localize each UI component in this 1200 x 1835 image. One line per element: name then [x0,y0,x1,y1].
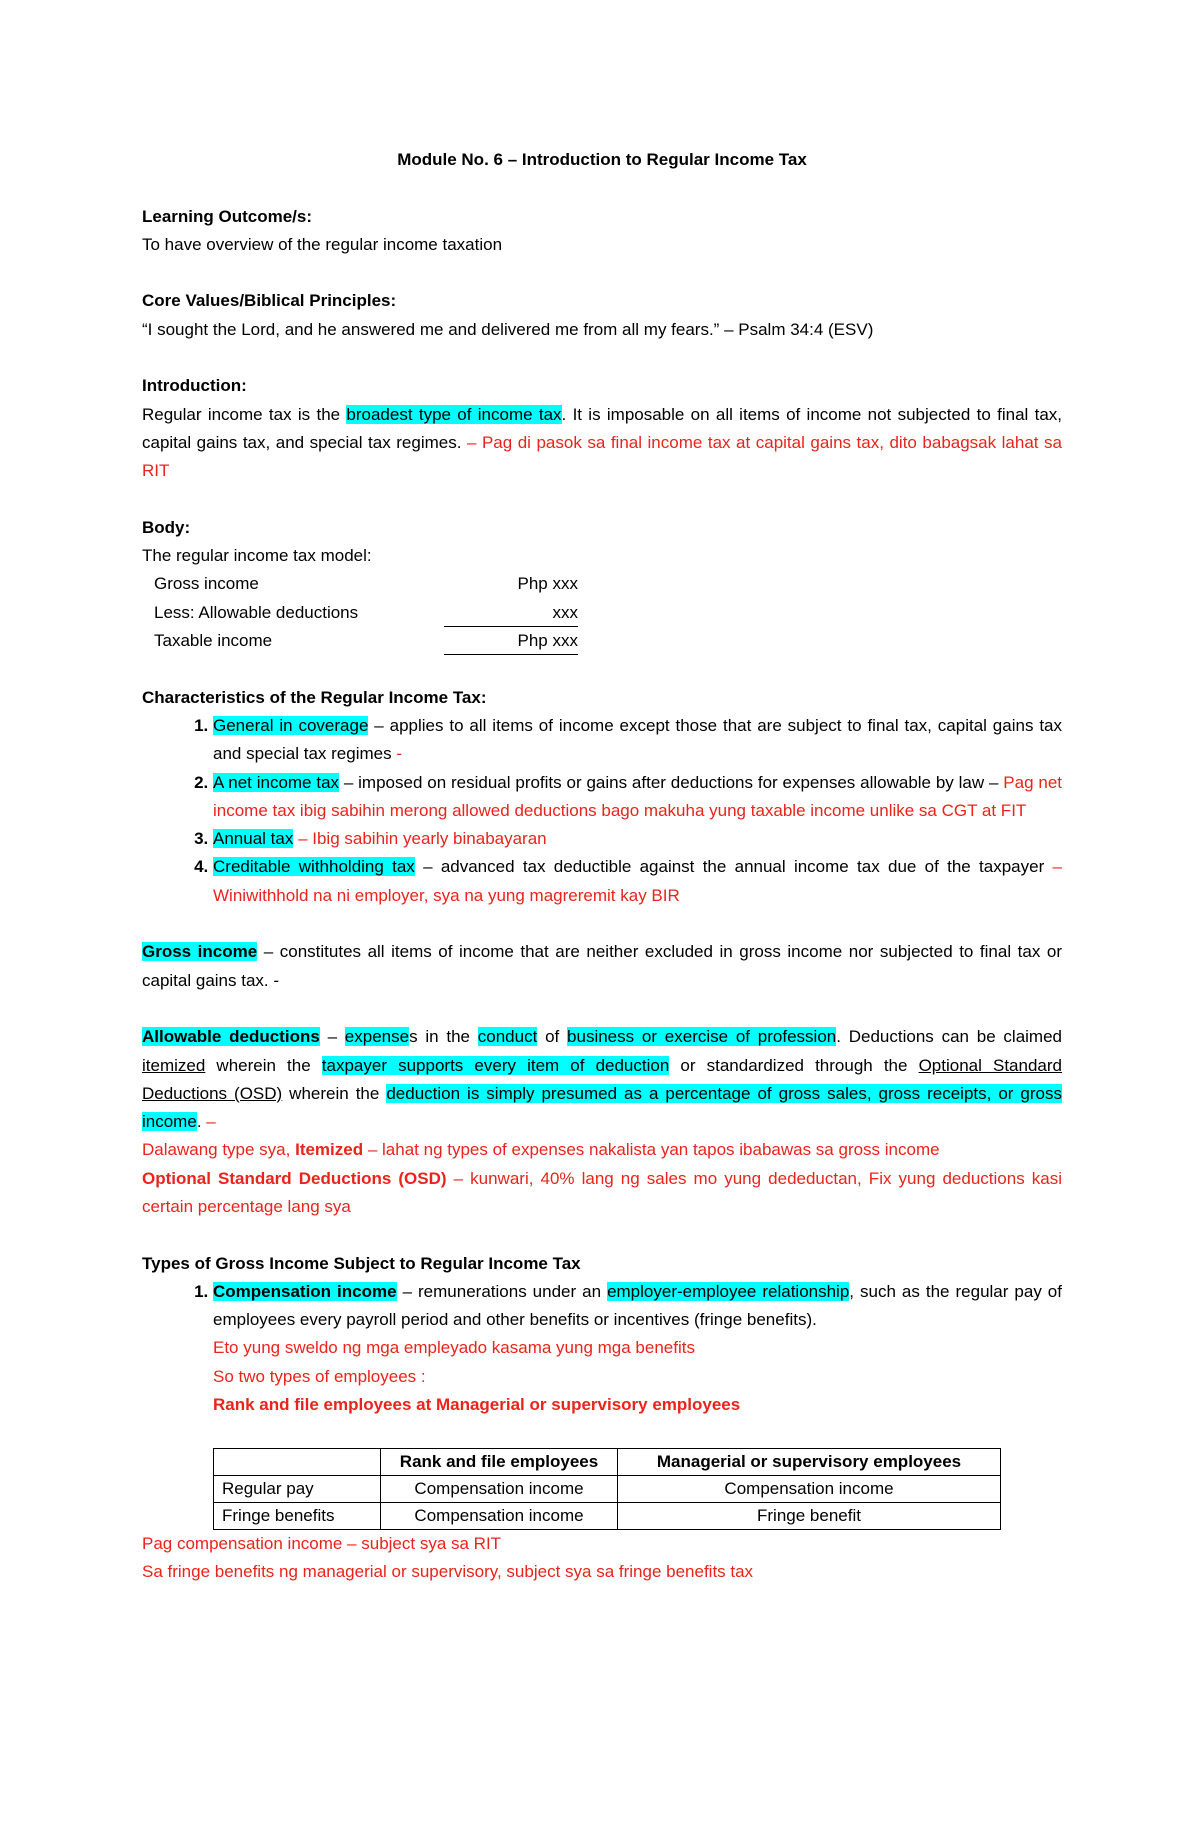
table-cell: Compensation income [381,1475,618,1502]
model-row-label: Gross income [154,574,259,594]
item-note: - [396,744,402,764]
item-highlight: Compensation income [213,1281,397,1301]
item-text: , such as the regular pay of employees every payroll period and other benefits or incentives (fringe benefits). [213,1281,1062,1330]
list-item [213,1278,1062,1335]
model-row-amount: Php xxx [444,627,578,655]
list-item [213,769,1062,826]
model-label: The regular income tax model: [142,546,372,566]
gross-income-text: – constitutes all items of income that are neither excluded in gross income nor subjected to final tax or capital gains tax. - [142,942,1062,990]
types-note-3: Rank and file employees at Managerial or supervisory employees [213,1395,741,1415]
table-header-cell [214,1448,381,1475]
intro-paragraph [142,401,1062,486]
intro-text-cont: . It is imposable on all items of income not subjected to final tax, capital gains tax, and special tax regimes. [142,404,1062,452]
note-text: Dalawang type sya, [142,1140,296,1160]
item-text: – remunerations under an [396,1281,608,1301]
table-cell: Fringe benefit [618,1502,1001,1529]
item-note: Pag net income tax ibig sabihin merong allowed deductions bago makuha yung taxable income unlike sa CGT at FIT [213,772,1062,820]
table-cell: Regular pay [214,1475,381,1502]
intro-heading: Introduction: [142,376,247,396]
after-table-note-1: Pag compensation income – subject sya sa RIT [142,1533,502,1553]
table-cell: Fringe benefits [214,1502,381,1529]
deductions-text: wherein the [205,1055,322,1075]
deductions-text: s in the [409,1027,478,1047]
deductions-term: Allowable deductions [142,1027,320,1047]
deductions-highlight: expense [344,1027,410,1047]
deductions-highlight: business or exercise of profession [567,1027,837,1047]
list-item [213,853,1062,910]
table-cell: Compensation income [381,1502,618,1529]
characteristics-heading: Characteristics of the Regular Income Tax: [142,687,487,707]
model-row-deductions [154,599,1062,627]
deductions-note-dash: – [206,1112,216,1132]
core-heading: Core Values/Biblical Principles: [142,291,397,311]
after-table-note-2: Sa fringe benefits ng managerial or supervisory, subject sya sa fringe benefits tax [142,1561,754,1581]
list-item [213,712,1062,769]
intro-highlight: broadest type of income tax [346,404,562,424]
item-highlight: Creditable withholding tax [213,857,415,877]
body-heading: Body: [142,517,191,537]
deductions-note-1 [142,1136,1062,1164]
note-bold: Itemized [295,1140,364,1160]
item-highlight: Annual tax [213,829,294,849]
item-note: – Winiwithhold na ni employer, sya na yung magreremit kay BIR [213,857,1062,905]
deductions-text: . [196,1112,207,1132]
deductions-text: wherein the [282,1083,387,1103]
note-text: – lahat ng types of expenses nakalista yan tapos ibabawas sa gross income [363,1140,940,1160]
model-row-taxable [154,627,1062,655]
gross-income-paragraph [142,938,1062,995]
deductions-highlight: taxpayer supports every item of deduction [321,1055,670,1075]
item-text: – applies to all items of income except those that are subject to final tax, capital gains tax and special tax regimes [213,715,1063,764]
tax-model [154,570,1062,655]
deductions-text: or standardized through the [669,1055,919,1075]
table-row [214,1502,1001,1529]
deductions-text: of [537,1027,568,1047]
table-cell: Compensation income [618,1475,1001,1502]
table-header-row [214,1448,1001,1475]
types-list [142,1278,1062,1335]
deductions-highlight: conduct [477,1027,538,1047]
model-row-amount: Php xxx [517,574,578,594]
note-bold: Optional Standard Deductions (OSD) [142,1168,447,1188]
model-row-label: Less: Allowable deductions [154,602,359,622]
page-title: Module No. 6 – Introduction to Regular Income Tax [397,150,807,169]
types-note-1: Eto yung sweldo ng mga empleyado kasama yung mga benefits [213,1338,695,1358]
table-header-cell: Rank and file employees [381,1448,618,1475]
item-text: – imposed on residual profits or gains after deductions for expenses allowable by law – [339,772,1004,792]
model-row-amount: xxx [444,599,578,627]
document-content [142,146,1062,1586]
item-note: – Ibig sabihin yearly binabayaran [298,829,547,849]
item-highlight: A net income tax [213,772,340,792]
deductions-text: . Deductions can be claimed [836,1027,1062,1047]
table-header-cell: Managerial or supervisory employees [618,1448,1001,1475]
list-item [213,825,1062,853]
deductions-highlight: deduction is simply presumed as a percentage of gross sales, gross receipts, or gross income [142,1083,1063,1132]
deductions-paragraph [142,1023,1062,1136]
item-highlight: employer-employee relationship [607,1281,850,1301]
learning-text: To have overview of the regular income taxation [142,234,503,254]
learning-heading: Learning Outcome/s: [142,206,313,226]
model-row-label: Taxable income [154,631,273,651]
characteristics-list [142,712,1062,910]
model-row-gross [154,570,1062,598]
item-highlight: General in coverage [213,715,369,735]
intro-note: – Pag di pasok sa final income tax at capital gains tax, dito babagsak lahat sa RIT [142,432,1062,481]
deductions-underline: Optional Standard Deductions (OSD) [142,1055,1062,1103]
deductions-text: – [319,1027,345,1047]
gross-income-term: Gross income [142,942,258,962]
item-text: – advanced tax deductible against the annual income tax due of the taxpayer [414,857,1053,877]
note-text: – kunwari, 40% lang ng sales mo yung dedeductan, Fix yung deductions kasi certain percentage lang sya [142,1168,1062,1216]
types-heading: Types of Gross Income Subject to Regular Income Tax [142,1253,581,1273]
deductions-underline: itemized [142,1055,206,1075]
core-text: “I sought the Lord, and he answered me and delivered me from all my fears.” – Psalm 34:4 (ESV) [142,319,874,339]
intro-text: Regular income tax is the [142,404,347,424]
deductions-note-2 [142,1165,1062,1222]
compensation-table [213,1448,1001,1530]
table-row [214,1475,1001,1502]
types-note-2: So two types of employees : [213,1366,426,1386]
